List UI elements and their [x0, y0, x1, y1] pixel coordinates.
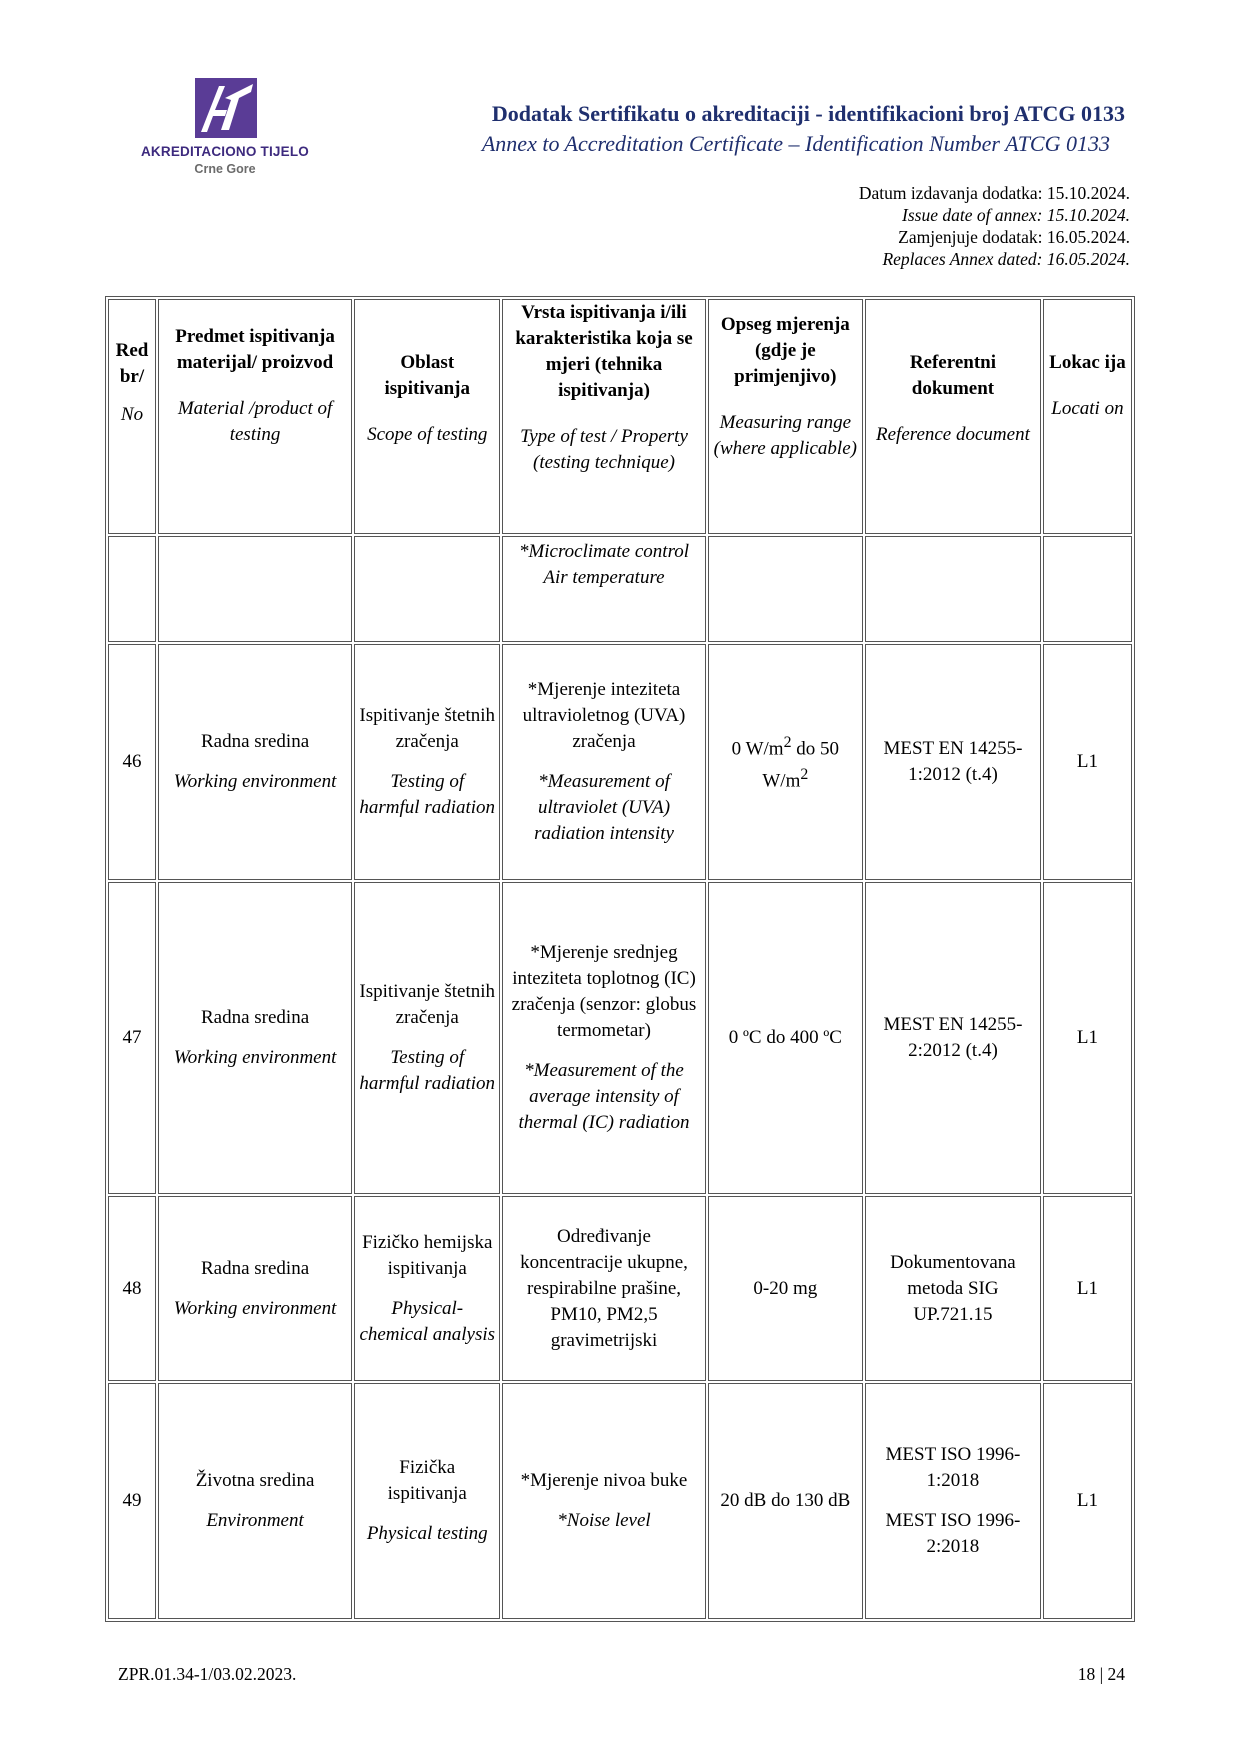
- type-local: *Mjerenje inteziteta ultravioletnog (UVA) zračenja: [522, 679, 686, 752]
- material-local: Životna sredina: [195, 1470, 315, 1491]
- accreditation-scope-table: [105, 296, 1135, 1622]
- material-local: Radna sredina: [200, 1257, 310, 1279]
- type-en: *Measurement of the average intensity of thermal (IC) radiation: [518, 1060, 690, 1133]
- header-cell-type: [502, 299, 705, 534]
- cell-scope: [354, 1383, 500, 1619]
- range-part-b: do 50 W/m: [762, 738, 839, 792]
- type-en: *Measurement of ultraviolet (UVA) radiation intensity: [534, 771, 674, 844]
- material-en: Environment: [206, 1510, 304, 1531]
- table-row: [108, 536, 1132, 642]
- cell-material: [158, 1383, 352, 1619]
- header-label-en: No: [120, 404, 144, 425]
- cell-no: 46: [108, 644, 156, 880]
- cell-reference: MEST EN 14255-2:2012 (t.4): [865, 882, 1041, 1194]
- type-local: *Mjerenje srednjeg inteziteta toplotnog (IC) zračenja (senzor: globus termometar): [511, 942, 697, 1041]
- header-label-en: Type of test / Property (testing technique): [520, 426, 688, 473]
- cell-type: [502, 882, 705, 1194]
- logo: [125, 78, 325, 178]
- cell-range: 0 ºC do 400 ºC: [708, 882, 863, 1194]
- scope-local: Fizičko hemijska ispitivanja: [362, 1231, 493, 1279]
- header-label: Red br/: [115, 340, 149, 387]
- type-local: *Mjerenje nivoa buke: [520, 1470, 688, 1491]
- header-label: Opseg mjerenja (gdje je primjenjivo): [720, 314, 850, 387]
- cell-no: 48: [108, 1196, 156, 1381]
- material-en: Working environment: [173, 1047, 337, 1068]
- cell-range: [708, 536, 863, 642]
- cell-range: [708, 644, 863, 880]
- cell-scope: [354, 536, 500, 642]
- type-local: Određivanje koncentracije ukupne, respirabilne prašine, PM10, PM2,5 gravimetrijski: [520, 1225, 688, 1351]
- cell-no: 49: [108, 1383, 156, 1619]
- header-cell-no: [108, 299, 156, 534]
- header-label-en: Scope of testing: [367, 424, 488, 445]
- cell-scope: [354, 644, 500, 880]
- issue-date-en: Issue date of annex: 15.10.2024.: [902, 205, 1130, 225]
- header-cell-reference: [865, 299, 1041, 534]
- type-en: *Noise level: [557, 1510, 651, 1531]
- table-row: [108, 882, 1132, 1194]
- accreditation-logo-icon: [195, 78, 257, 138]
- reference-2: MEST ISO 1996-2:2018: [885, 1510, 1021, 1557]
- cell-material: [158, 1196, 352, 1381]
- cell-location: L1: [1043, 1196, 1132, 1381]
- footer-doc-code: ZPR.01.34-1/03.02.2023.: [118, 1664, 297, 1684]
- document-title: Dodatak Sertifikatu o akreditaciji - identifikacioni broj ATCG 0133: [491, 101, 1125, 126]
- material-en: Working environment: [173, 771, 337, 792]
- scope-local: Ispitivanje štetnih zračenja: [359, 705, 496, 752]
- range-part-a: 0 W/m: [731, 738, 784, 759]
- scope-en: Physical-chemical analysis: [359, 1297, 496, 1345]
- cell-type: [502, 1383, 705, 1619]
- footer-page-number: 18 | 24: [1077, 1664, 1125, 1684]
- cell-range: 0-20 mg: [708, 1196, 863, 1381]
- cell-location: [1043, 536, 1132, 642]
- table-header-row: [108, 299, 1132, 534]
- cell-location: L1: [1043, 644, 1132, 880]
- cell-reference: Dokumentovana metoda SIG UP.721.15: [865, 1196, 1041, 1381]
- cell-material: [158, 536, 352, 642]
- cell-location: L1: [1043, 1383, 1132, 1619]
- header-cell-material: [158, 299, 352, 534]
- header-label: Predmet ispitivanja materijal/ proizvod: [175, 326, 335, 373]
- header-label-en: Reference document: [876, 424, 1030, 445]
- material-local: Radna sredina: [200, 731, 310, 752]
- header-label: Referentni dokument: [909, 352, 997, 399]
- cell-scope: [354, 882, 500, 1194]
- type-en: *Microclimate control Air temperature: [518, 541, 690, 588]
- material-en: Working environment: [173, 1297, 337, 1319]
- header-label: Vrsta ispitivanja i/ili karakteristika koja se mjeri (tehnika ispitivanja): [515, 302, 693, 401]
- logo-org-sub: Crne Gore: [194, 162, 256, 176]
- cell-reference: [865, 1383, 1041, 1619]
- header-cell-location: [1043, 299, 1132, 534]
- cell-location: L1: [1043, 882, 1132, 1194]
- header-label-en: Measuring range (where applicable): [713, 412, 857, 459]
- header-label-en: Locati on: [1051, 398, 1124, 419]
- header-cell-scope: [354, 299, 500, 534]
- header-label-en: Material /product of testing: [177, 398, 333, 445]
- material-local: Radna sredina: [200, 1007, 310, 1028]
- cell-scope: [354, 1196, 500, 1381]
- table-row: [108, 1196, 1132, 1381]
- range-sup-b: 2: [800, 766, 809, 783]
- reference-1: MEST ISO 1996-1:2018: [885, 1444, 1021, 1491]
- cell-material: [158, 882, 352, 1194]
- issue-date-local: Datum izdavanja dodatka: 15.10.2024.: [858, 183, 1130, 203]
- table-row: [108, 1383, 1132, 1619]
- scope-en: Testing of harmful radiation: [359, 1047, 496, 1094]
- cell-no: [108, 536, 156, 642]
- cell-material: [158, 644, 352, 880]
- scope-en: Testing of harmful radiation: [359, 771, 496, 818]
- cell-reference: MEST EN 14255-1:2012 (t.4): [865, 644, 1041, 880]
- document-subtitle: Annex to Accreditation Certificate – Identification Number ATCG 0133: [481, 131, 1110, 156]
- scope-en: Physical testing: [366, 1523, 488, 1544]
- header-label: Lokac ija: [1049, 352, 1126, 373]
- scope-local: Fizička ispitivanja: [387, 1457, 467, 1504]
- cell-type: [502, 1196, 705, 1381]
- scope-local: Ispitivanje štetnih zračenja: [359, 981, 496, 1028]
- cell-range: 20 dB do 130 dB: [708, 1383, 863, 1619]
- cell-no: 47: [108, 882, 156, 1194]
- cell-reference: [865, 536, 1041, 642]
- table-row: [108, 644, 1132, 880]
- header-cell-range: [708, 299, 863, 534]
- date-block: [700, 182, 1130, 270]
- cell-type: [502, 644, 705, 880]
- replaces-date-en: Replaces Annex dated: 16.05.2024.: [882, 249, 1130, 269]
- replaces-date-local: Zamjenjuje dodatak: 16.05.2024.: [898, 227, 1130, 247]
- range-sup-a: 2: [783, 733, 792, 751]
- header-label: Oblast ispitivanja: [384, 352, 470, 399]
- cell-type: [502, 536, 705, 642]
- logo-org-name: AKREDITACIONO TIJELO: [140, 144, 309, 159]
